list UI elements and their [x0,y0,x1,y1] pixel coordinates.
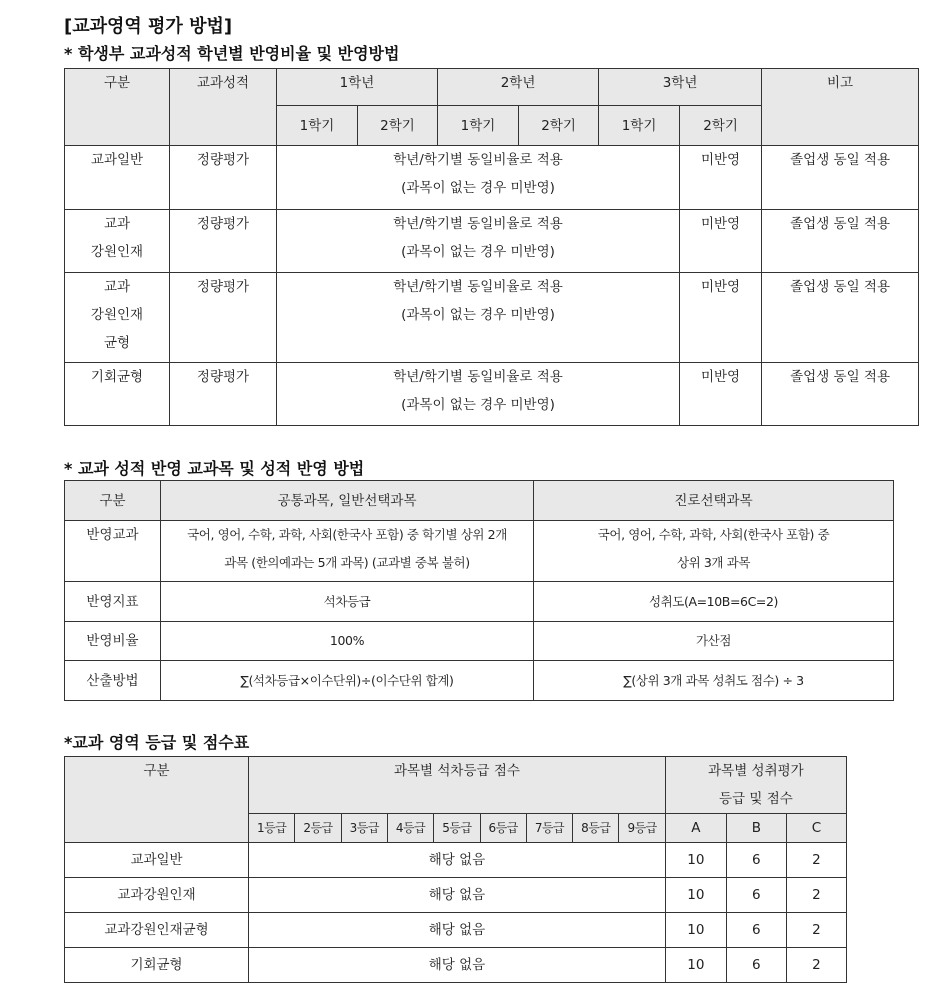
common-subject-value: 100% [161,622,534,661]
header-semester: 1학기 [599,106,680,146]
header-year3: 3학년 [599,69,762,106]
row-category: 교과 강원인재 균형 [65,273,170,363]
table-row [65,363,919,426]
row-note: 졸업생 동일 적용 [762,210,919,273]
grade-header: 2등급 [295,814,341,843]
grade-ratio-table [64,68,919,426]
career-subject-value: 국어, 영어, 수학, 과학, 사회(한국사 포함) 중 상위 3개 과목 [534,521,894,582]
row-grade-type: 정량평가 [170,273,277,363]
table-row [65,273,919,363]
score-a: 10 [665,913,726,948]
table-row [65,146,919,210]
score-a: 10 [665,948,726,983]
row-note: 졸업생 동일 적용 [762,146,919,210]
apply-rule [277,146,680,210]
apply-rule-line2: (과목이 없는 경우 미반영) [401,307,555,323]
year3-sem2-value: 미반영 [680,146,762,210]
rank-score-value: 해당 없음 [249,948,666,983]
header-category: 구분 [65,69,170,146]
header-semester: 2학기 [680,106,762,146]
section1-title: * 학생부 교과성적 학년별 반영비율 및 반영방법 [64,44,400,63]
letter-header: A [665,814,726,843]
grade-header: 9등급 [619,814,665,843]
table-row [65,843,847,878]
row-grade-type: 정량평가 [170,210,277,273]
grade-header: 3등급 [341,814,387,843]
table-row [65,878,847,913]
score-c: 2 [786,948,846,983]
row-grade-type: 정량평가 [170,146,277,210]
rank-score-value: 해당 없음 [249,913,666,948]
apply-rule [277,363,680,426]
header-year2: 2학년 [438,69,599,106]
row-category: 기회균형 [65,948,249,983]
common-subject-value: 석차등급 [161,582,534,622]
grade-score-table [64,756,847,983]
score-b: 6 [726,913,786,948]
section3-title: *교과 영역 등급 및 점수표 [64,733,250,752]
score-c: 2 [786,913,846,948]
year3-sem2-value: 미반영 [680,273,762,363]
apply-rule-line1: 학년/학기별 동일비율로 적용 [393,152,563,168]
rank-score-value: 해당 없음 [249,878,666,913]
apply-rule-line1: 학년/학기별 동일비율로 적용 [393,279,563,295]
grade-header: 5등급 [434,814,480,843]
row-note: 졸업생 동일 적용 [762,273,919,363]
grade-header: 8등급 [573,814,619,843]
table-row [65,582,894,622]
letter-header: C [786,814,846,843]
grade-header: 6등급 [480,814,526,843]
table-row [65,913,847,948]
career-subject-value: 가산점 [534,622,894,661]
career-subject-value: ∑(상위 3개 과목 성취도 점수) ÷ 3 [534,661,894,701]
header-common: 공통과목, 일반선택과목 [161,481,534,521]
row-label: 산출방법 [65,661,161,701]
section2-title: * 교과 성적 반영 교과목 및 성적 반영 방법 [64,459,365,478]
row-category: 교과강원인재 [65,878,249,913]
header-rank-score: 과목별 석차등급 점수 [249,757,666,814]
career-subject-value: 성취도(A=10B=6C=2) [534,582,894,622]
common-subject-value: ∑(석차등급×이수단위)÷(이수단위 합계) [161,661,534,701]
grade-header: 4등급 [387,814,433,843]
header-category: 구분 [65,757,249,843]
year3-sem2-value: 미반영 [680,363,762,426]
score-c: 2 [786,878,846,913]
letter-header: B [726,814,786,843]
table-row [65,661,894,701]
row-category: 교과강원인재균형 [65,913,249,948]
apply-rule-line2: (과목이 없는 경우 미반영) [401,244,555,260]
page-title: [교과영역 평가 방법] [64,16,233,37]
table-row [65,948,847,983]
header-year1: 1학년 [277,69,438,106]
grade-header: 7등급 [526,814,572,843]
score-a: 10 [665,843,726,878]
table-row [65,521,894,582]
grade-header: 1등급 [249,814,295,843]
header-semester: 1학기 [277,106,358,146]
header-achievement: 과목별 성취평가 등급 및 점수 [665,757,846,814]
row-category: 기회균형 [65,363,170,426]
apply-rule-line2: (과목이 없는 경우 미반영) [401,180,555,196]
score-a: 10 [665,878,726,913]
apply-rule [277,273,680,363]
header-note: 비고 [762,69,919,146]
apply-rule-line1: 학년/학기별 동일비율로 적용 [393,216,563,232]
row-category: 교과일반 [65,843,249,878]
header-career: 진로선택과목 [534,481,894,521]
common-subject-value: 국어, 영어, 수학, 과학, 사회(한국사 포함) 중 학기별 상위 2개 과목 (한의예과는 5개 과목) (교과별 중복 불허) [161,521,534,582]
year3-sem2-value: 미반영 [680,210,762,273]
table-row [65,210,919,273]
apply-rule-line1: 학년/학기별 동일비율로 적용 [393,369,563,385]
table-row [65,622,894,661]
row-label: 반영지표 [65,582,161,622]
apply-rule-line2: (과목이 없는 경우 미반영) [401,397,555,413]
score-b: 6 [726,948,786,983]
subject-method-table [64,480,894,701]
header-semester: 1학기 [438,106,519,146]
header-semester: 2학기 [519,106,599,146]
row-grade-type: 정량평가 [170,363,277,426]
header-grade-type: 교과성적 [170,69,277,146]
score-c: 2 [786,843,846,878]
row-note: 졸업생 동일 적용 [762,363,919,426]
row-label: 반영비율 [65,622,161,661]
row-label: 반영교과 [65,521,161,582]
score-b: 6 [726,878,786,913]
row-category: 교과일반 [65,146,170,210]
apply-rule [277,210,680,273]
rank-score-value: 해당 없음 [249,843,666,878]
row-category: 교과 강원인재 [65,210,170,273]
header-category: 구분 [65,481,161,521]
score-b: 6 [726,843,786,878]
header-semester: 2학기 [358,106,438,146]
